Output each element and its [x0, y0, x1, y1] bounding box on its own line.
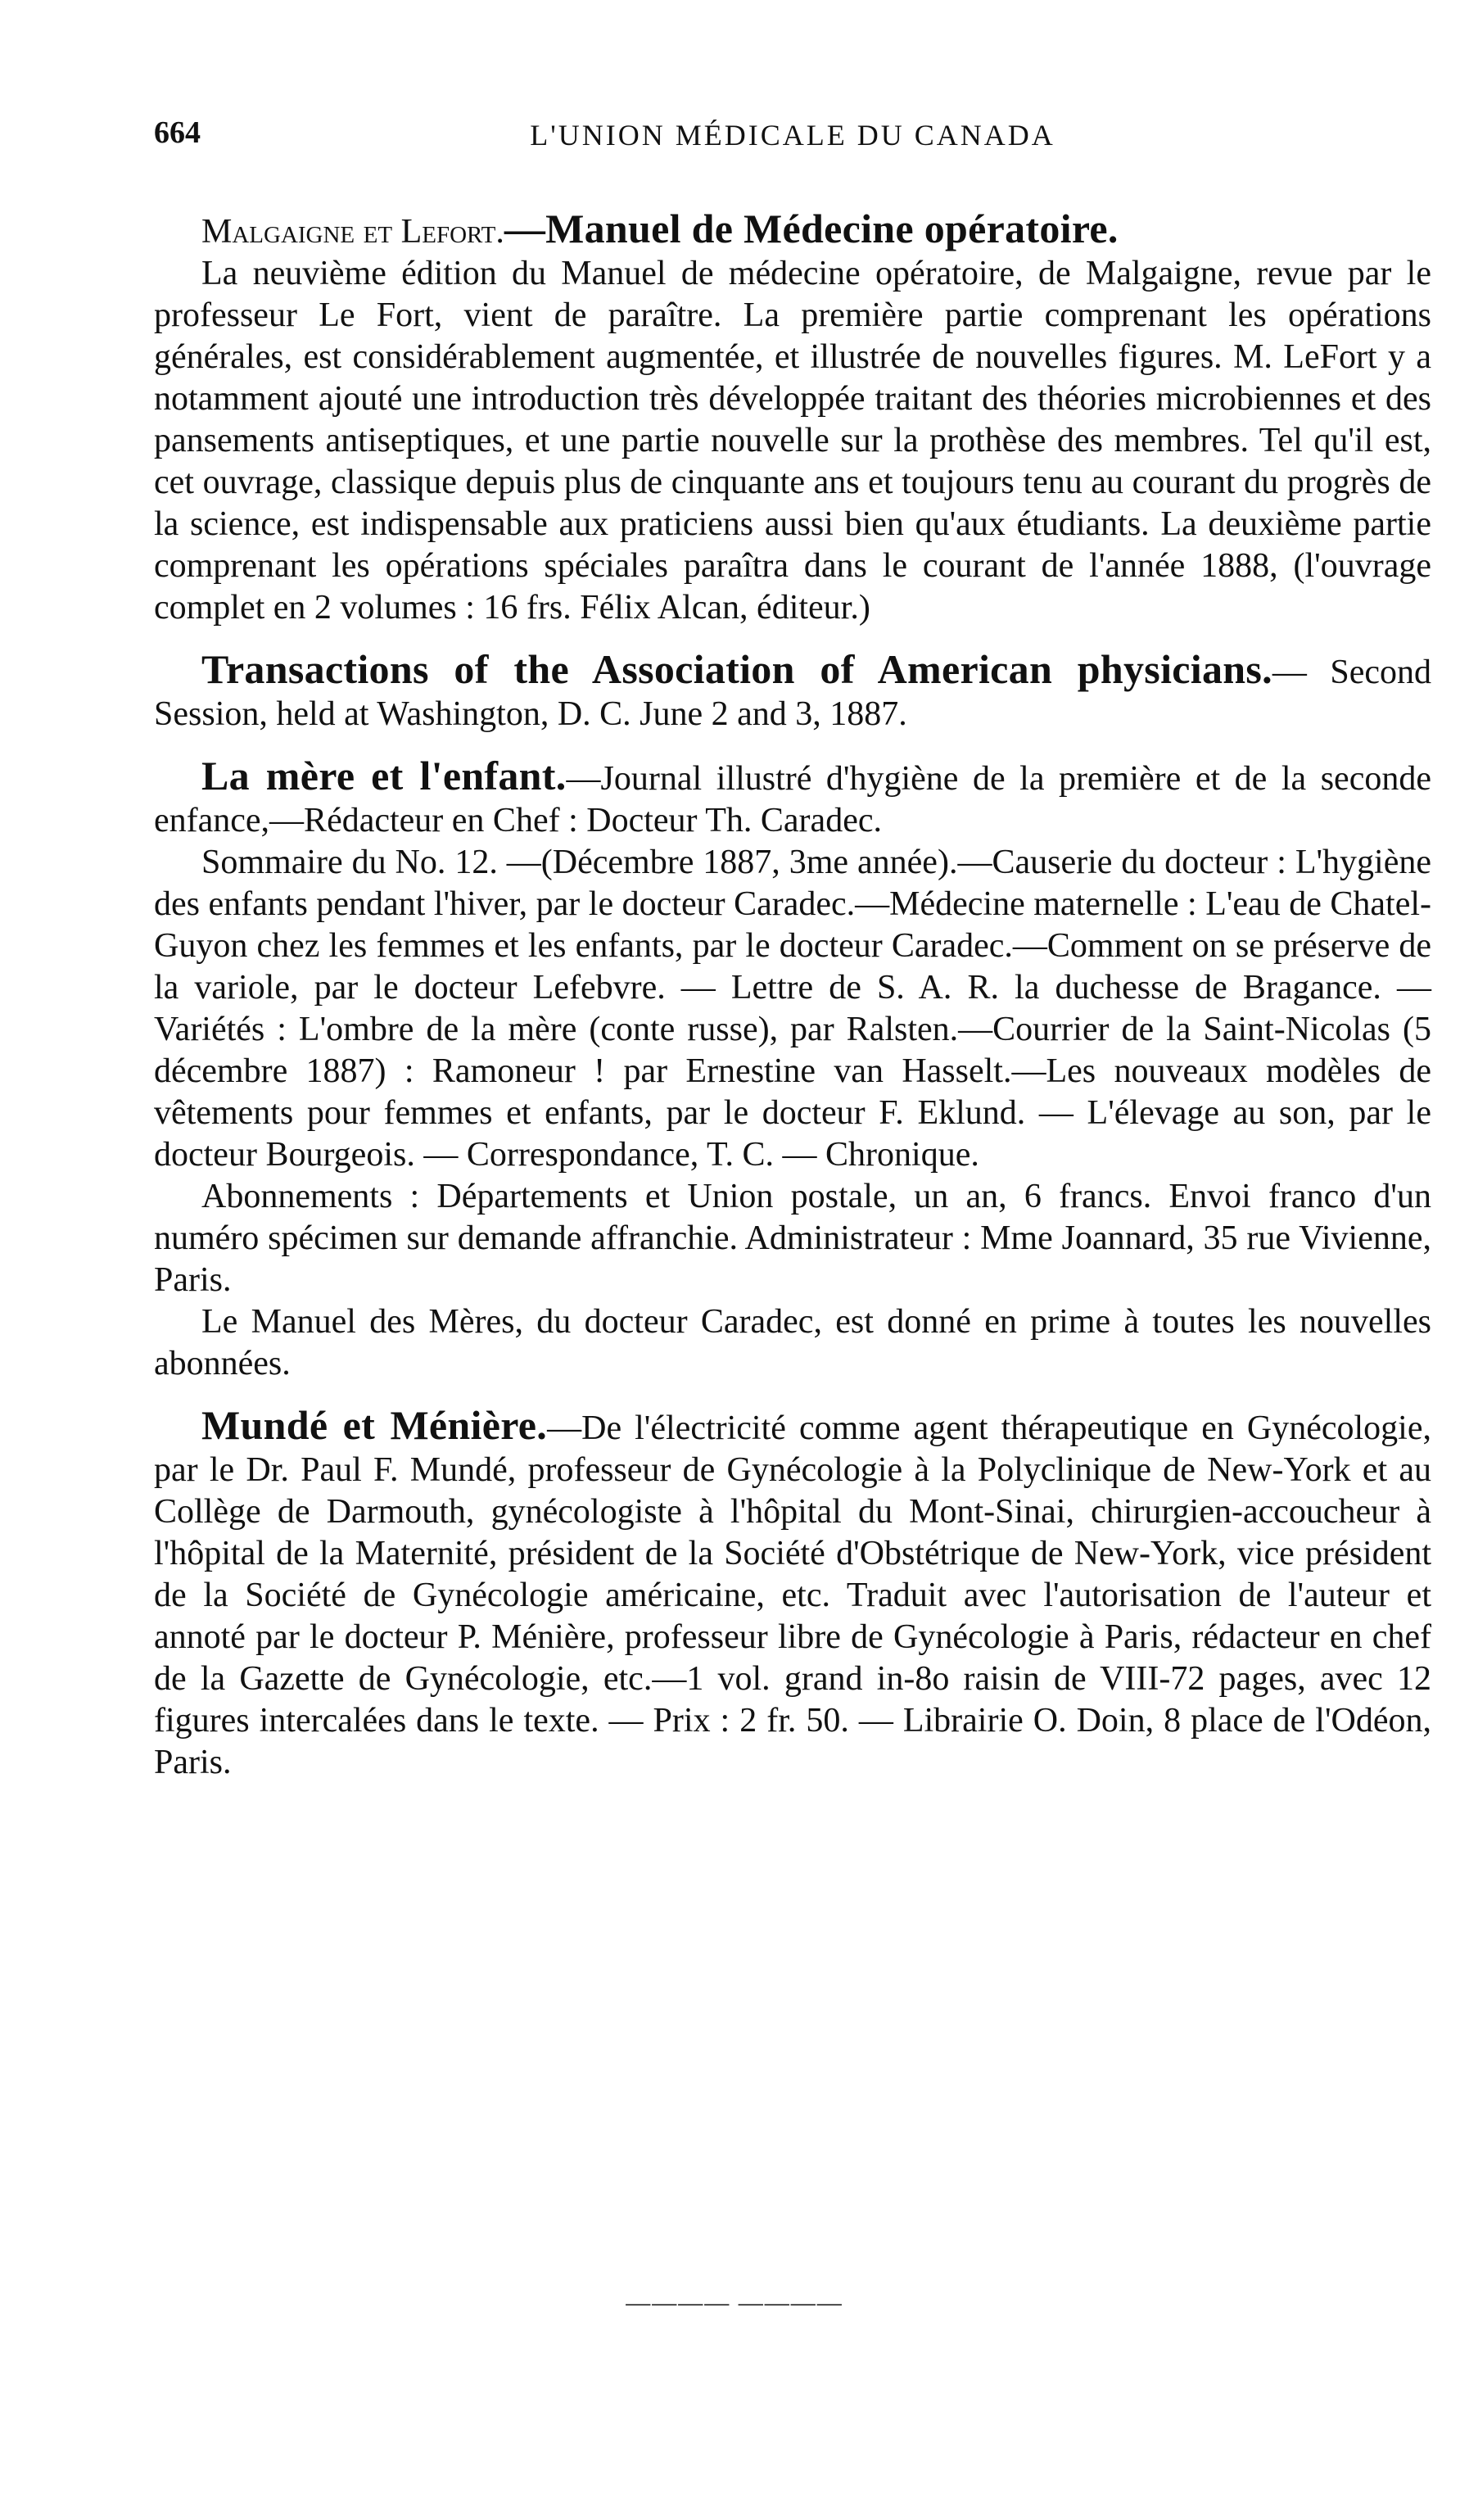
- review-entry-transactions: [154, 646, 1431, 735]
- entry-author: Malgaigne et Lefort.: [201, 213, 504, 251]
- entry-summary: Sommaire du No. 12. —(Décembre 1887, 3me année).—Causerie du docteur : L'hygiène des enfants pendant l'hiver, par le docteur Caradec.—Médecine maternelle : L'eau de Chatel-Guyon chez les femmes et les enfants, par le docteur Caradec.—Comment on se préserve de la variole, par le docteur Lefebvre. — Lettre de S. A. R. la duchesse de Bragance. — Variétés : L'ombre de la mère (conte russe), par Ralsten.—Courrier de la Saint-Nicolas (5 décembre 1887) : Ramoneur ! par Ernestine van Hasselt.—Les nouveaux modèles de vêtements pour femmes et enfants, par le docteur F. Eklund. — L'élevage au son, par le docteur Bourgeois. — Correspondance, T. C. — Chronique.: [154, 844, 1431, 1174]
- entry-heading: [154, 646, 1431, 735]
- entry-title: —Manuel de Médecine opératoire.: [504, 206, 1119, 251]
- entry-title: Transactions of the Association of American physicians.: [201, 646, 1272, 692]
- running-head: [154, 115, 1431, 164]
- entry-title: Mundé et Ménière.: [201, 1402, 548, 1448]
- page-number: 664: [154, 115, 201, 150]
- entry-title: La mère et l'enfant.: [201, 753, 567, 799]
- entry-subtitle: — Second Session, held at Washington, D. C. June 2 and 3, 1887.: [154, 654, 1431, 733]
- entry-body: —De l'électricité comme agent thérapeutique en Gynécologie, par le Dr. Paul F. Mundé, professeur de Gynécologie à la Polyclinique de New-York et au Collège de Darmouth, gynécologiste à l'hôpital du Mont-Sinai, chirurgien-accoucheur à l'hôpital de la Maternité, président de la Société d'Obstétrique de New-York, vice président de la Société de Gynécologie américaine, etc. Traduit avec l'autorisation de l'auteur et annoté par le docteur P. Ménière, professeur libre de Gynécologie à Paris, rédacteur en chef de la Gazette de Gynécologie, etc.—1 vol. grand in-8o raisin de VIII-72 pages, avec 12 figures intercalées dans le texte. — Prix : 2 fr. 50. — Librairie O. Doin, 8 place de l'Odéon, Paris.: [154, 1409, 1431, 1781]
- journal-title: L'UNION MÉDICALE DU CANADA: [530, 119, 1055, 152]
- page: [154, 115, 1431, 1803]
- entry-body: La neuvième édition du Manuel de médecine opératoire, de Malgaigne, revue par le professeur Le Fort, vient de paraître. La première partie comprenant les opérations générales, est considérablement augmentée, et illustrée de nouvelles figures. M. LeFort y a notamment ajouté une introduction très développée traitant des théories microbiennes et des pansements antiseptiques, et une partie nouvelle sur la prothèse des membres. Tel qu'il est, cet ouvrage, classique depuis plus de cinquante ans et toujours tenu au courant du progrès de la science, est indispensable aux praticiens aussi bien qu'aux étudiants. La deuxième partie comprenant les opérations spéciales paraîtra dans le courant de l'année 1888, (l'ouvrage complet en 2 volumes : 16 frs. Félix Alcan, éditeur.): [154, 255, 1431, 627]
- review-entry-munde-meniere: [154, 1402, 1431, 1784]
- entry-subtitle: —Journal illustré d'hygiène de la première et de la seconde enfance,—Rédacteur en Chef : Docteur Th. Caradec.: [154, 760, 1431, 839]
- entry-heading: [154, 755, 1431, 842]
- review-entry-malgaigne: [154, 208, 1431, 629]
- entry-heading: [154, 1402, 1431, 1784]
- footer-rule: ———— ————: [626, 2289, 843, 2316]
- entry-subscription: Abonnements : Départements et Union postale, un an, 6 francs. Envoi franco d'un numéro spécimen sur demande affranchie. Administrateur : Mme Joannard, 35 rue Vivienne, Paris.: [154, 1178, 1431, 1299]
- entry-note: Le Manuel des Mères, du docteur Caradec, est donné en prime à toutes les nouvelles abonnées.: [154, 1303, 1431, 1382]
- entry-heading: [154, 208, 1431, 253]
- review-entry-la-mere-et-l-enfant: [154, 755, 1431, 1385]
